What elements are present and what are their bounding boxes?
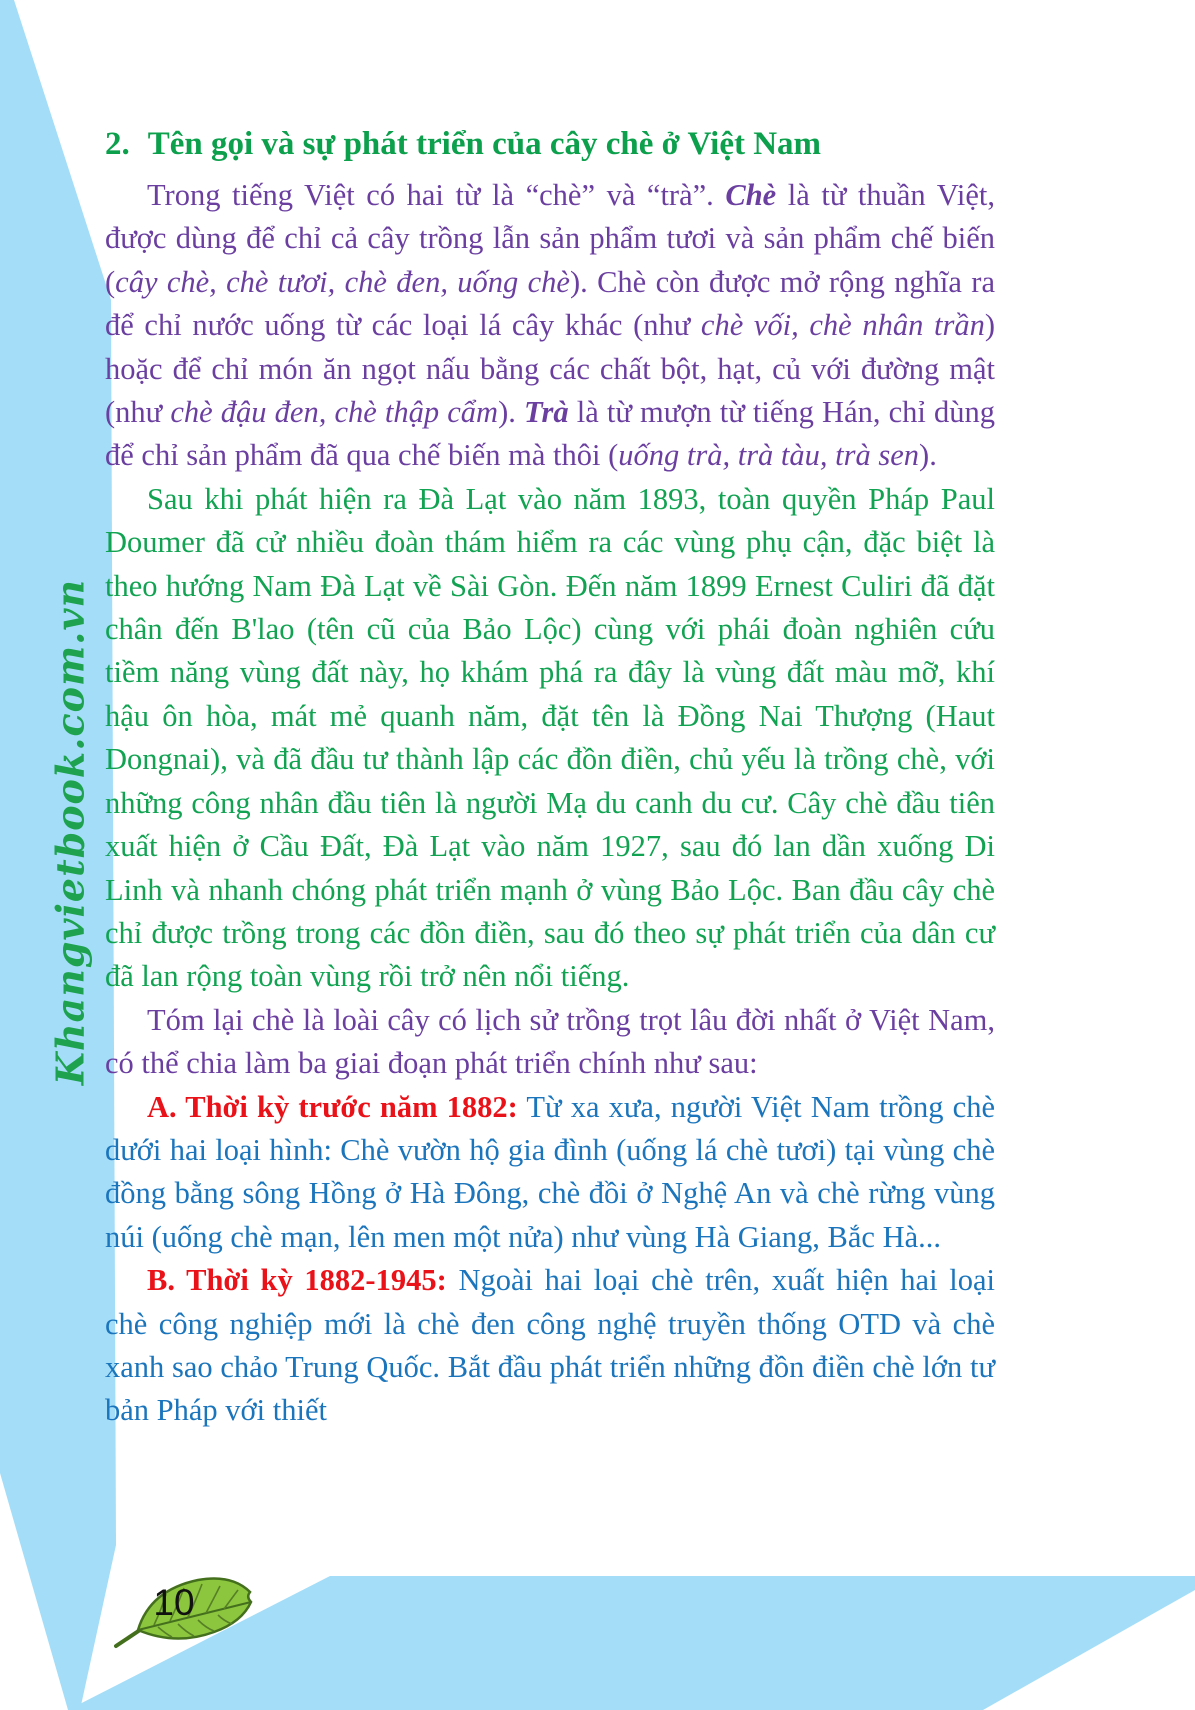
text-segment: Từ xa xưa, người Việt Nam trồng chè dưới hai loại hình: Chè vườn hộ gia đình (uống lá chè tươi) tại vùng chè đồng bằng sông Hồng ở Hà Đông, chè đồi ở Nghệ An và chè rừng vùng núi (uống chè mạn, lên men một nửa) như vùng Hà Giang, Bắc Hà...	[105, 1089, 995, 1254]
text-segment: ).	[498, 395, 524, 430]
text-segment: Sau khi phát hiện ra Đà Lạt vào năm 1893, toàn quyền Pháp Paul Doumer đã cử nhiều đoàn thám hiểm ra các vùng phụ cận, đặc biệt là theo hướng Nam Đà Lạt về Sài Gòn. Đến năm 1899 Ernest Culiri đã đặt chân đến B'lao (tên cũ của Bảo Lộc) cùng với phái đoàn nghiên cứu tiềm năng vùng đất này, họ khám phá ra đây là vùng đất màu mỡ, khí hậu ôn hòa, mát mẻ quanh năm, đặt tên là Đồng Nai Thượng (Haut Dongnai), và đã đầu tư thành lập các đồn điền, chủ yếu là trồng chè, với những công nhân đầu tiên là người Mạ du canh du cư. Cây chè đầu tiên xuất hiện ở Cầu Đất, Đà Lạt vào năm 1927, sau đó lan dần xuống Di Linh và nhanh chóng phát triển mạnh ở vùng Bảo Lộc. Ban đầu cây chè chỉ được trồng trong các đồn điền, sau đó theo sự phát triển của dân cư đã lan rộng toàn vùng rồi trở nên nổi tiếng.	[105, 481, 995, 994]
text-segment: Trà	[524, 395, 569, 430]
text-segment: Chè	[725, 178, 777, 212]
text-segment: là từ thuần Việt, được dùng để chỉ cả cây trồng lẫn sản phẩm tươi và sản phẩm chế biến (	[105, 178, 995, 299]
text-segment: cây chè, chè tươi, chè đen, uống chè	[115, 264, 570, 299]
page-body	[105, 174, 995, 1433]
text-segment: Tóm lại chè là loài cây có lịch sử trồng trọt lâu đời nhất ở Việt Nam, có thể chia làm ba giai đoạn phát triển chính như sau:	[105, 1002, 995, 1081]
text-segment: ). Chè còn được mở rộng nghĩa ra để chỉ nước uống từ các loại lá cây khác (như	[105, 264, 995, 343]
text-segment: A. Thời kỳ trước năm 1882:	[147, 1089, 518, 1124]
page-number-leaf	[110, 1558, 270, 1663]
page-heading	[105, 122, 995, 166]
paragraph	[105, 1086, 995, 1260]
text-segment: Ngoài hai loại chè trên, xuất hiện hai loại chè công nghiệp mới là chè đen công nghệ truyền thống OTD và chè xanh sao chảo Trung Quốc. Bắt đầu phát triển những đồn điền chè lớn tư bản Pháp với thiết	[105, 1263, 995, 1428]
text-segment: chè vối, chè nhân trần	[700, 308, 985, 343]
heading-number: 2.	[105, 126, 130, 162]
paragraph	[105, 999, 995, 1086]
paragraph	[105, 478, 995, 999]
text-segment: ).	[919, 438, 937, 473]
text-segment: ) hoặc để chỉ món ăn ngọt nấu bằng các chất bột, hạt, củ với đường mật (như	[105, 308, 995, 430]
heading-title: Tên gọi và sự phát triển của cây chè ở Việt Nam	[147, 126, 822, 162]
page-number: 10	[153, 1582, 195, 1623]
text-segment: B. Thời kỳ 1882-1945:	[147, 1263, 447, 1298]
page-content	[105, 122, 995, 1433]
watermark-text: Khangvietbook.com.vn	[47, 578, 93, 1086]
paragraph	[105, 1259, 995, 1433]
text-segment: là từ mượn từ tiếng Hán, chỉ dùng để chỉ sản phẩm đã qua chế biến mà thôi (	[105, 395, 995, 473]
paragraph	[105, 174, 995, 478]
text-segment: Trong tiếng Việt có hai từ là “chè” và “trà”.	[147, 178, 726, 212]
text-segment: uống trà, trà tàu, trà sen	[618, 438, 920, 473]
text-segment: chè đậu đen, chè thập cẩm	[170, 395, 499, 430]
